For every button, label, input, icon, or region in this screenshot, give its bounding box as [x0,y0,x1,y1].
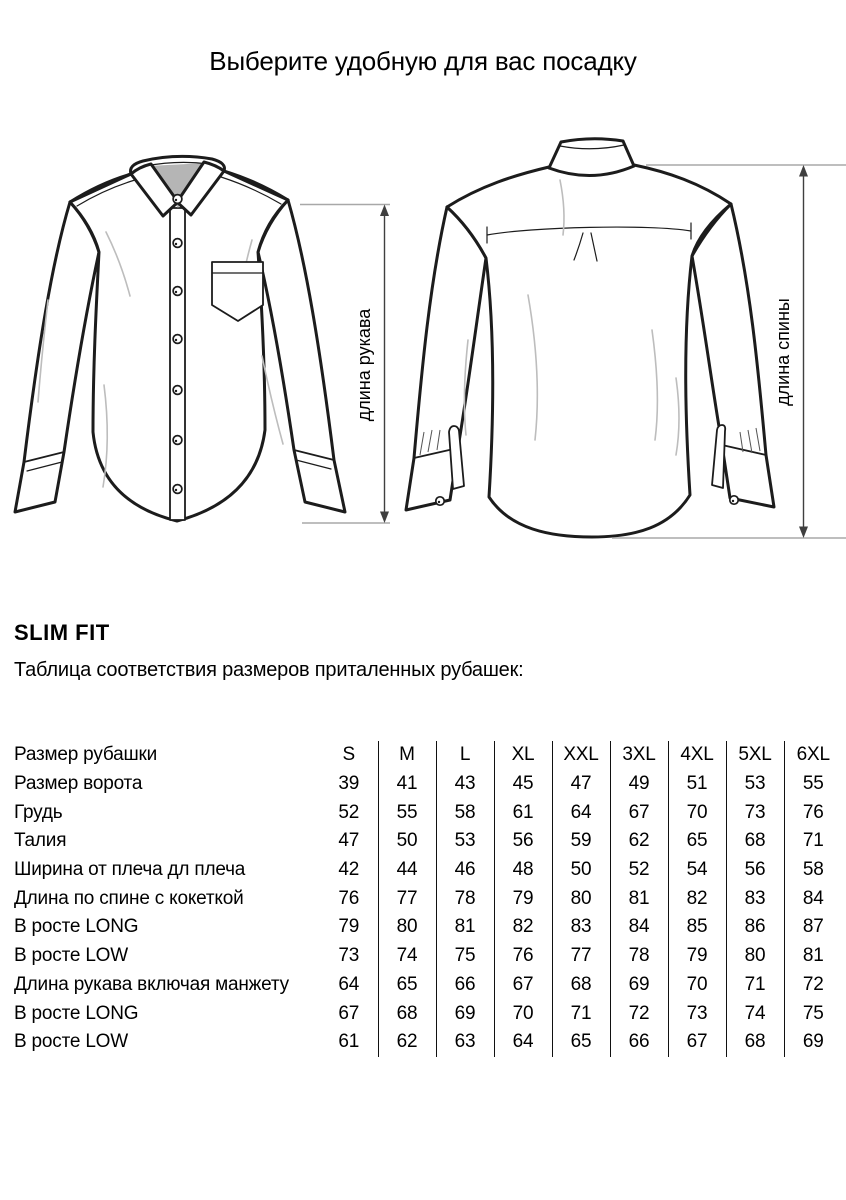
cell-value: 67 [668,1028,726,1057]
table-row [14,913,842,942]
cell-value: 48 [494,856,552,885]
cell-value: 73 [338,945,360,967]
cell-value: 41 [378,770,436,799]
cell-value: 71 [552,999,610,1028]
cell-value: 68 [726,827,784,856]
size-table [14,741,842,1057]
cell-value: 52 [338,801,360,823]
cell-value: 50 [378,827,436,856]
cell-value: 68 [552,971,610,1000]
cell-value: 70 [494,999,552,1028]
table-row [14,741,842,770]
cell-value: 56 [726,856,784,885]
cell-value: 39 [338,773,360,795]
cell-value: 87 [784,913,842,942]
cell-value: 74 [726,999,784,1028]
cell-value: 65 [552,1028,610,1057]
back-length-label: длина спины [773,298,793,406]
cell-value: 72 [784,971,842,1000]
cell-value: 81 [784,942,842,971]
cell-value: 42 [338,859,360,881]
cell-value: 72 [610,999,668,1028]
cell-value: 3XL [610,741,668,770]
table-row [14,971,842,1000]
cell-value: 61 [338,1031,360,1053]
cell-value: 68 [726,1028,784,1057]
table-row [14,827,842,856]
cell-value: 49 [610,770,668,799]
page-title: Выберите удобную для вас посадку [209,46,637,76]
cell-value: 78 [436,884,494,913]
cell-value: 85 [668,913,726,942]
cell-value: 77 [552,942,610,971]
row-label: В росте LOW [14,945,128,967]
cell-value: 50 [552,856,610,885]
cell-value: 84 [784,884,842,913]
cell-value: L [436,741,494,770]
table-row [14,770,842,799]
cell-value: 76 [494,942,552,971]
cell-value: 73 [668,999,726,1028]
size-table-body [14,741,842,1057]
cell-value: 66 [436,971,494,1000]
cell-value: 73 [726,798,784,827]
cell-value: 76 [338,887,360,909]
cell-value: 61 [494,798,552,827]
table-subtitle: Таблица соответствия размеров приталенных рубашек: [14,659,524,681]
cell-value: 84 [610,913,668,942]
cell-value: 68 [378,999,436,1028]
cell-value: 53 [436,827,494,856]
cell-value: 69 [784,1028,842,1057]
cell-value: 82 [494,913,552,942]
row-label: Ширина от плеча дл плеча [14,859,246,881]
cell-value: 58 [436,798,494,827]
cell-value: 67 [338,1002,360,1024]
row-label: В росте LONG [14,1002,139,1024]
table-row [14,884,842,913]
cell-value: 77 [378,884,436,913]
row-label: Размер рубашки [14,744,158,766]
cell-value: 55 [784,770,842,799]
cell-value: 65 [668,827,726,856]
sleeve-length-label: длина рукава [354,308,374,422]
shirt-back-view-sketch [406,139,774,537]
fit-heading: SLIM FIT [14,620,110,645]
cell-value: 56 [494,827,552,856]
cell-value: 70 [668,798,726,827]
cell-value: 45 [494,770,552,799]
cell-value: 65 [378,971,436,1000]
table-row [14,798,842,827]
cell-value: 44 [378,856,436,885]
row-label: Длина рукава включая манжету [14,973,289,995]
cell-value: 70 [668,971,726,1000]
cell-value: 5XL [726,741,784,770]
cell-value: 83 [552,913,610,942]
row-label: В росте LOW [14,1031,128,1053]
cell-value: 82 [668,884,726,913]
cell-value: 74 [378,942,436,971]
cell-value: 75 [436,942,494,971]
row-label: Длина по спине с кокеткой [14,887,244,909]
row-label: Талия [14,830,67,852]
cell-value: 67 [610,798,668,827]
cell-value: S [342,744,355,766]
cell-value: 47 [552,770,610,799]
cell-value: 59 [552,827,610,856]
cell-value: 62 [378,1028,436,1057]
row-label: В росте LONG [14,916,139,938]
shirt-front-view-sketch [15,156,345,521]
cell-value: M [378,741,436,770]
cell-value: 66 [610,1028,668,1057]
cell-value: 69 [610,971,668,1000]
cell-value: 52 [610,856,668,885]
cell-value: 81 [610,884,668,913]
cell-value: 6XL [784,741,842,770]
cell-value: 86 [726,913,784,942]
cell-value: 79 [668,942,726,971]
table-row [14,942,842,971]
cell-value: 67 [494,971,552,1000]
cell-value: 58 [784,856,842,885]
cell-value: XL [494,741,552,770]
row-label: Размер ворота [14,773,143,795]
cell-value: 80 [378,913,436,942]
cell-value: 62 [610,827,668,856]
cell-value: 47 [338,830,360,852]
table-row [14,999,842,1028]
cell-value: 83 [726,884,784,913]
cell-value: 53 [726,770,784,799]
cell-value: 79 [494,884,552,913]
cell-value: 71 [726,971,784,1000]
cell-value: 75 [784,999,842,1028]
cell-value: 80 [726,942,784,971]
cell-value: 43 [436,770,494,799]
cell-value: 54 [668,856,726,885]
cell-value: 64 [494,1028,552,1057]
cell-value: 76 [784,798,842,827]
cell-value: 80 [552,884,610,913]
cell-value: 51 [668,770,726,799]
cell-value: 71 [784,827,842,856]
table-row [14,856,842,885]
cell-value: XXL [552,741,610,770]
cell-value: 63 [436,1028,494,1057]
cell-value: 64 [552,798,610,827]
cell-value: 81 [436,913,494,942]
cell-value: 69 [436,999,494,1028]
cell-value: 64 [338,973,360,995]
cell-value: 78 [610,942,668,971]
row-label: Грудь [14,801,63,823]
cell-value: 46 [436,856,494,885]
cell-value: 4XL [668,741,726,770]
cell-value: 55 [378,798,436,827]
table-row [14,1028,842,1057]
cell-value: 79 [338,916,360,938]
